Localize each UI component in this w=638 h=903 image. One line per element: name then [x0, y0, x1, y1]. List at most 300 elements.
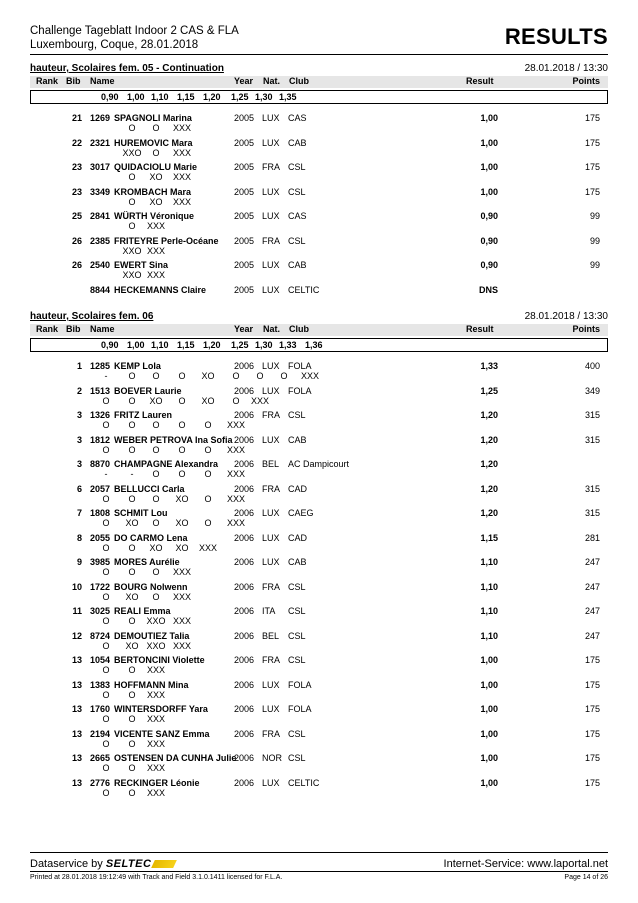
- athlete-year: 2006: [234, 728, 255, 739]
- athlete-nationality: FRA: [262, 483, 280, 494]
- athlete-bib: 3025: [89, 606, 110, 616]
- event-date-time: 28.01.2018 / 13:30: [524, 311, 608, 322]
- athlete-year: 2005: [234, 113, 255, 123]
- col-year: Year: [234, 324, 254, 334]
- athlete-result: 1,20: [480, 434, 498, 445]
- bar-height: 1,35: [279, 92, 297, 102]
- attempt-mark: O: [178, 420, 186, 430]
- result-row: [30, 753, 608, 777]
- athlete-rank: 11: [72, 606, 82, 616]
- attempt-mark: O: [128, 395, 136, 406]
- athlete-bib: 8724: [89, 630, 110, 641]
- result-row: [30, 285, 608, 309]
- athlete-name: FRITZ Lauren: [114, 410, 172, 420]
- result-row: [30, 361, 608, 385]
- athlete-club: CSL: [288, 410, 306, 420]
- athlete-nationality: LUX: [262, 777, 280, 788]
- attempt-mark: O: [102, 567, 110, 577]
- attempt-mark: XO: [125, 518, 139, 528]
- attempt-mark: O: [128, 420, 136, 430]
- athlete-result: 1,20: [480, 483, 498, 494]
- athlete-year: 2005: [234, 284, 255, 295]
- athlete-bib: 2194: [89, 728, 110, 739]
- athlete-nationality: FRA: [262, 162, 280, 172]
- athlete-nationality: LUX: [262, 361, 280, 371]
- seltec-logo-mark: [152, 860, 178, 868]
- athlete-year: 2005: [234, 186, 255, 197]
- attempt-mark: XXX: [226, 444, 245, 455]
- athlete-result: 1,20: [480, 508, 498, 518]
- event-title: hauteur, Scolaires fem. 06: [30, 311, 154, 322]
- athlete-rank: 21: [71, 113, 82, 123]
- result-row: [30, 410, 608, 434]
- attempt-mark: O: [280, 371, 288, 381]
- bar-height: 1,00: [127, 92, 145, 102]
- athlete-name: FRITEYRE Perle-Océane: [114, 235, 219, 246]
- athlete-year: 2006: [234, 532, 255, 543]
- athlete-nationality: BEL: [262, 459, 280, 469]
- athlete-points: 281: [584, 532, 600, 543]
- athlete-name: EWERT Sina: [114, 260, 169, 270]
- athlete-name: QUIDACIOLU Marie: [114, 162, 198, 172]
- attempt-mark: O: [178, 444, 186, 455]
- athlete-points: 99: [589, 260, 600, 270]
- footer-divider: [30, 852, 608, 853]
- athlete-nationality: LUX: [262, 508, 280, 518]
- attempt-mark: XO: [125, 640, 139, 651]
- results-section: [30, 63, 608, 309]
- athlete-points: 349: [584, 385, 600, 396]
- attempt-mark: O: [152, 420, 160, 430]
- col-name: Name: [90, 324, 115, 334]
- athlete-rank: 13: [71, 655, 82, 665]
- attempt-mark: O: [204, 518, 212, 528]
- attempt-mark: O: [128, 787, 136, 798]
- attempt-mark: XO: [175, 518, 189, 528]
- athlete-year: 2006: [234, 753, 255, 763]
- meet-title: Challenge Tageblatt Indoor 2 CAS & FLA: [30, 25, 239, 37]
- athlete-bib: 1808: [89, 508, 110, 518]
- attempt-mark: O: [102, 640, 110, 651]
- result-row: [30, 386, 608, 410]
- athlete-nationality: LUX: [262, 704, 280, 714]
- attempt-mark: O: [128, 689, 136, 700]
- athlete-club: AC Dampicourt: [288, 459, 350, 469]
- athlete-name: KROMBACH Mara: [114, 186, 192, 197]
- athlete-result: 1,33: [480, 361, 498, 371]
- athlete-result: 1,10: [480, 606, 498, 616]
- attempt-mark: XXX: [226, 518, 245, 528]
- col-nat: Nat.: [263, 324, 281, 334]
- result-row: [30, 435, 608, 459]
- athlete-club: FOLA: [288, 385, 312, 396]
- col-points: Points: [572, 324, 600, 334]
- athlete-rank: 13: [71, 753, 82, 763]
- col-club: Club: [289, 324, 309, 334]
- athlete-name: VICENTE SANZ Emma: [114, 728, 210, 739]
- athlete-result: 1,00: [480, 186, 498, 197]
- attempt-mark: XXX: [146, 763, 165, 773]
- athlete-name: BERTONCINI Violette: [114, 655, 205, 665]
- athlete-points: 175: [584, 162, 600, 172]
- athlete-rank: 3: [76, 459, 82, 469]
- athlete-points: 175: [584, 679, 600, 690]
- athlete-result: 1,00: [480, 137, 498, 148]
- athlete-club: CSL: [288, 728, 306, 739]
- attempt-mark: XO: [201, 371, 215, 381]
- attempt-mark: O: [178, 469, 186, 479]
- attempt-mark: O: [128, 172, 136, 182]
- athlete-year: 2006: [234, 434, 255, 445]
- attempt-mark: XO: [201, 395, 215, 406]
- athlete-points: 315: [584, 434, 600, 445]
- athlete-club: CSL: [288, 606, 306, 616]
- attempt-mark: O: [102, 665, 110, 675]
- attempt-mark: O: [152, 123, 160, 133]
- athlete-name: MORES Aurélie: [114, 557, 180, 567]
- col-bib: Bib: [66, 76, 81, 86]
- athlete-result: 1,20: [480, 459, 498, 469]
- bar-height: 1,00: [127, 340, 145, 350]
- meet-venue-date: Luxembourg, Coque, 28.01.2018: [30, 39, 199, 51]
- col-name: Name: [90, 76, 115, 86]
- attempt-mark: XO: [149, 542, 163, 553]
- event-date-time: 28.01.2018 / 13:30: [524, 63, 608, 74]
- attempt-mark: XO: [175, 493, 189, 504]
- athlete-nationality: BEL: [262, 630, 280, 641]
- attempt-mark: XXX: [198, 542, 217, 553]
- athlete-bib: 2385: [89, 235, 110, 246]
- athlete-name: SCHMIT Lou: [114, 508, 168, 518]
- attempt-mark: O: [204, 469, 212, 479]
- attempt-mark: O: [152, 518, 160, 528]
- athlete-points: 175: [584, 186, 600, 197]
- athlete-result: 1,00: [480, 655, 498, 665]
- result-row: [30, 162, 608, 186]
- attempt-mark: XXX: [172, 591, 191, 602]
- athlete-rank: 1: [76, 361, 82, 371]
- attempt-mark: O: [128, 542, 136, 553]
- attempt-mark: O: [102, 763, 110, 773]
- athlete-bib: 2841: [89, 211, 110, 221]
- bar-height: 1,10: [151, 92, 169, 102]
- athlete-year: 2006: [234, 385, 255, 396]
- athlete-bib: 2055: [89, 532, 110, 543]
- athlete-nationality: LUX: [262, 557, 280, 567]
- attempt-mark: XXX: [146, 787, 165, 798]
- attempt-mark: XXO: [146, 640, 166, 651]
- athlete-rank: 3: [76, 410, 82, 420]
- result-row: [30, 729, 608, 753]
- athlete-club: CAEG: [288, 508, 314, 518]
- bar-height: 1,10: [151, 340, 169, 350]
- attempt-mark: O: [128, 123, 136, 133]
- athlete-bib: 1269: [89, 113, 110, 123]
- athlete-points: 175: [584, 753, 600, 763]
- athlete-name: WÜRTH Véronique: [114, 211, 194, 221]
- meet-header: [30, 24, 239, 52]
- attempt-mark: XXO: [122, 245, 142, 256]
- bar-height: 1,25: [231, 92, 249, 102]
- footer-dataservice: [30, 858, 175, 870]
- athlete-points: 175: [584, 137, 600, 148]
- athlete-nationality: LUX: [262, 284, 280, 295]
- attempt-mark: O: [152, 591, 160, 602]
- athlete-bib: 8844: [89, 284, 110, 295]
- result-row: [30, 484, 608, 508]
- attempt-mark: XXX: [146, 270, 165, 280]
- athlete-name: BOURG Nolwenn: [114, 581, 188, 592]
- athlete-club: CSL: [288, 630, 306, 641]
- athlete-name: DO CARMO Lena: [114, 532, 188, 543]
- athlete-result: 1,10: [480, 630, 498, 641]
- footer-internet-service: Internet-Service: www.laportal.net: [443, 858, 608, 870]
- athlete-nationality: NOR: [262, 753, 282, 763]
- result-row: [30, 631, 608, 655]
- athlete-rank: 13: [71, 704, 82, 714]
- athlete-result: 1,00: [480, 728, 498, 739]
- attempt-mark: XO: [149, 172, 163, 182]
- athlete-points: 315: [584, 508, 600, 518]
- athlete-bib: 1285: [89, 361, 110, 371]
- athlete-result: 0,90: [480, 260, 498, 270]
- athlete-name: HOFFMANN Mina: [114, 679, 189, 690]
- attempt-mark: XXX: [172, 147, 191, 158]
- athlete-club: CAB: [288, 260, 307, 270]
- attempt-mark: O: [152, 444, 160, 455]
- attempt-mark: O: [128, 444, 136, 455]
- athlete-bib: 3017: [89, 162, 110, 172]
- attempt-mark: O: [128, 738, 136, 749]
- bar-height: 1,30: [255, 340, 273, 350]
- athlete-bib: 8870: [89, 459, 110, 469]
- athlete-rank: 7: [76, 508, 82, 518]
- attempt-mark: O: [152, 567, 160, 577]
- athlete-nationality: LUX: [262, 260, 280, 270]
- athlete-nationality: LUX: [262, 679, 280, 690]
- athlete-name: BOEVER Laurie: [114, 385, 182, 396]
- athlete-result: 1,00: [480, 777, 498, 788]
- bar-height: 1,36: [305, 340, 323, 350]
- attempt-mark: XO: [175, 542, 189, 553]
- athlete-points: 247: [584, 557, 600, 567]
- athlete-rank: 8: [76, 532, 82, 543]
- athlete-year: 2006: [234, 704, 255, 714]
- athlete-result: 1,00: [480, 704, 498, 714]
- athlete-bib: 3349: [89, 186, 110, 197]
- result-row: [30, 236, 608, 260]
- athlete-nationality: LUX: [262, 113, 280, 123]
- athlete-name: SPAGNOLI Marina: [114, 113, 192, 123]
- col-result: Result: [466, 76, 494, 86]
- attempt-mark: XXO: [122, 147, 142, 158]
- attempt-mark: O: [256, 371, 264, 381]
- result-row: [30, 655, 608, 679]
- athlete-rank: 12: [71, 630, 82, 641]
- attempt-mark: XO: [125, 591, 139, 602]
- athlete-club: CSL: [288, 655, 306, 665]
- athlete-club: CSL: [288, 162, 306, 172]
- attempt-mark: O: [102, 689, 110, 700]
- athlete-rank: 22: [71, 137, 82, 148]
- athlete-club: CAS: [288, 113, 307, 123]
- bar-heights-row: [30, 338, 608, 352]
- attempt-mark: O: [128, 763, 136, 773]
- athlete-name: DEMOUTIEZ Talia: [114, 630, 190, 641]
- bar-height: 1,20: [203, 340, 221, 350]
- athlete-year: 2006: [234, 630, 255, 641]
- athlete-rank: 23: [71, 162, 82, 172]
- athlete-bib: 1722: [89, 581, 110, 592]
- footer-printed-info: Printed at 28.01.2018 19:12:49 with Track and Field 3.1.0.1411 licensed for F.L.A.: [30, 874, 283, 881]
- athlete-year: 2005: [234, 211, 255, 221]
- athlete-year: 2005: [234, 137, 255, 148]
- athlete-bib: 1054: [89, 655, 110, 665]
- athlete-nationality: LUX: [262, 137, 280, 148]
- attempt-mark: O: [128, 714, 136, 724]
- result-row: [30, 138, 608, 162]
- athlete-year: 2006: [234, 483, 255, 494]
- attempt-mark: XXX: [146, 245, 165, 256]
- athlete-name: BELLUCCI Carla: [114, 483, 185, 494]
- athlete-name: WEBER PETROVA Ina Sofia: [114, 434, 233, 445]
- athlete-points: 315: [584, 483, 600, 494]
- athlete-club: FOLA: [288, 679, 312, 690]
- athlete-club: CSL: [288, 235, 306, 246]
- athlete-year: 2006: [234, 557, 255, 567]
- athlete-club: CAD: [288, 483, 308, 494]
- athlete-bib: 2540: [89, 260, 110, 270]
- athlete-result: 1,00: [480, 162, 498, 172]
- header-divider: [30, 54, 608, 55]
- attempt-mark: O: [102, 616, 110, 626]
- athlete-bib: 1812: [89, 434, 110, 445]
- athlete-bib: 1513: [89, 385, 110, 396]
- result-row: [30, 533, 608, 557]
- athlete-points: 400: [584, 361, 600, 371]
- athlete-rank: 26: [71, 235, 82, 246]
- attempt-mark: XXX: [226, 469, 245, 479]
- bar-height: 1,30: [255, 92, 273, 102]
- athlete-points: 315: [584, 410, 600, 420]
- result-row: [30, 778, 608, 802]
- athlete-result: 0,90: [480, 235, 498, 246]
- column-headers: [30, 76, 608, 88]
- athlete-club: FOLA: [288, 361, 312, 371]
- attempt-mark: XXX: [172, 567, 191, 577]
- athlete-bib: 2776: [89, 777, 110, 788]
- athlete-club: CAD: [288, 532, 308, 543]
- attempt-mark: O: [128, 493, 136, 504]
- athlete-bib: 2057: [89, 483, 110, 494]
- athlete-year: 2006: [234, 655, 255, 665]
- athlete-name: KEMP Lola: [114, 361, 161, 371]
- attempt-mark: O: [102, 420, 110, 430]
- attempt-mark: XXX: [146, 221, 165, 231]
- athlete-result: 1,10: [480, 557, 498, 567]
- athlete-club: FOLA: [288, 704, 312, 714]
- athlete-points: 99: [589, 235, 600, 246]
- athlete-result: 1,15: [480, 532, 498, 543]
- athlete-points: 175: [584, 777, 600, 788]
- athlete-club: CSL: [288, 186, 306, 197]
- athlete-result: 1,25: [480, 385, 498, 396]
- attempt-mark: O: [128, 221, 136, 231]
- col-points: Points: [572, 76, 600, 86]
- attempt-mark: O: [232, 371, 240, 381]
- bar-heights-row: [30, 90, 608, 104]
- athlete-nationality: LUX: [262, 211, 280, 221]
- athlete-nationality: LUX: [262, 532, 280, 543]
- attempt-mark: O: [102, 591, 110, 602]
- athlete-result: 1,00: [480, 753, 498, 763]
- bar-height: 0,90: [101, 92, 119, 102]
- attempt-mark: O: [178, 371, 186, 381]
- athlete-year: 2005: [234, 260, 255, 270]
- athlete-year: 2006: [234, 777, 255, 788]
- attempt-mark: O: [204, 493, 212, 504]
- athlete-rank: 2: [76, 385, 82, 396]
- athlete-nationality: FRA: [262, 410, 280, 420]
- attempt-mark: O: [128, 665, 136, 675]
- athlete-name: CHAMPAGNE Alexandra: [114, 459, 219, 469]
- athlete-points: 175: [584, 113, 600, 123]
- athlete-points: 175: [584, 728, 600, 739]
- athlete-result: 0,90: [480, 211, 498, 221]
- athlete-bib: 1760: [89, 704, 110, 714]
- athlete-bib: 2665: [89, 753, 110, 763]
- bar-height: 0,90: [101, 340, 119, 350]
- seltec-logo: SELTEC: [105, 858, 152, 870]
- result-row: [30, 113, 608, 137]
- athlete-club: CELTIC: [288, 284, 320, 295]
- col-result: Result: [466, 324, 494, 334]
- event-title: hauteur, Scolaires fem. 05 - Continuation: [30, 63, 224, 74]
- attempt-mark: XXX: [250, 395, 269, 406]
- attempt-mark: O: [102, 714, 110, 724]
- athlete-name: RECKINGER Léonie: [114, 777, 200, 788]
- attempt-mark: XXX: [172, 616, 191, 626]
- attempt-mark: -: [104, 469, 108, 479]
- result-row: [30, 582, 608, 606]
- attempt-mark: XO: [149, 395, 163, 406]
- attempt-mark: O: [152, 371, 160, 381]
- attempt-mark: O: [102, 518, 110, 528]
- attempt-mark: O: [102, 738, 110, 749]
- athlete-club: CAB: [288, 557, 307, 567]
- dataservice-label: Dataservice by: [30, 858, 103, 870]
- bar-height: 1,25: [231, 340, 249, 350]
- attempt-mark: O: [128, 616, 136, 626]
- attempt-mark: XXX: [226, 493, 245, 504]
- athlete-club: CAB: [288, 434, 307, 445]
- athlete-nationality: LUX: [262, 434, 280, 445]
- athlete-result: DNS: [478, 284, 498, 295]
- athlete-points: 247: [584, 606, 600, 616]
- column-headers: [30, 324, 608, 336]
- result-row: [30, 680, 608, 704]
- athlete-year: 2006: [234, 581, 255, 592]
- athlete-rank: 13: [71, 679, 82, 690]
- result-row: [30, 211, 608, 235]
- attempt-mark: XXX: [226, 420, 245, 430]
- athlete-points: 247: [584, 581, 600, 592]
- attempt-mark: O: [102, 542, 110, 553]
- bar-height: 1,33: [279, 340, 297, 350]
- athlete-rank: 6: [76, 483, 82, 494]
- attempt-mark: O: [102, 395, 110, 406]
- athlete-year: 2005: [234, 235, 255, 246]
